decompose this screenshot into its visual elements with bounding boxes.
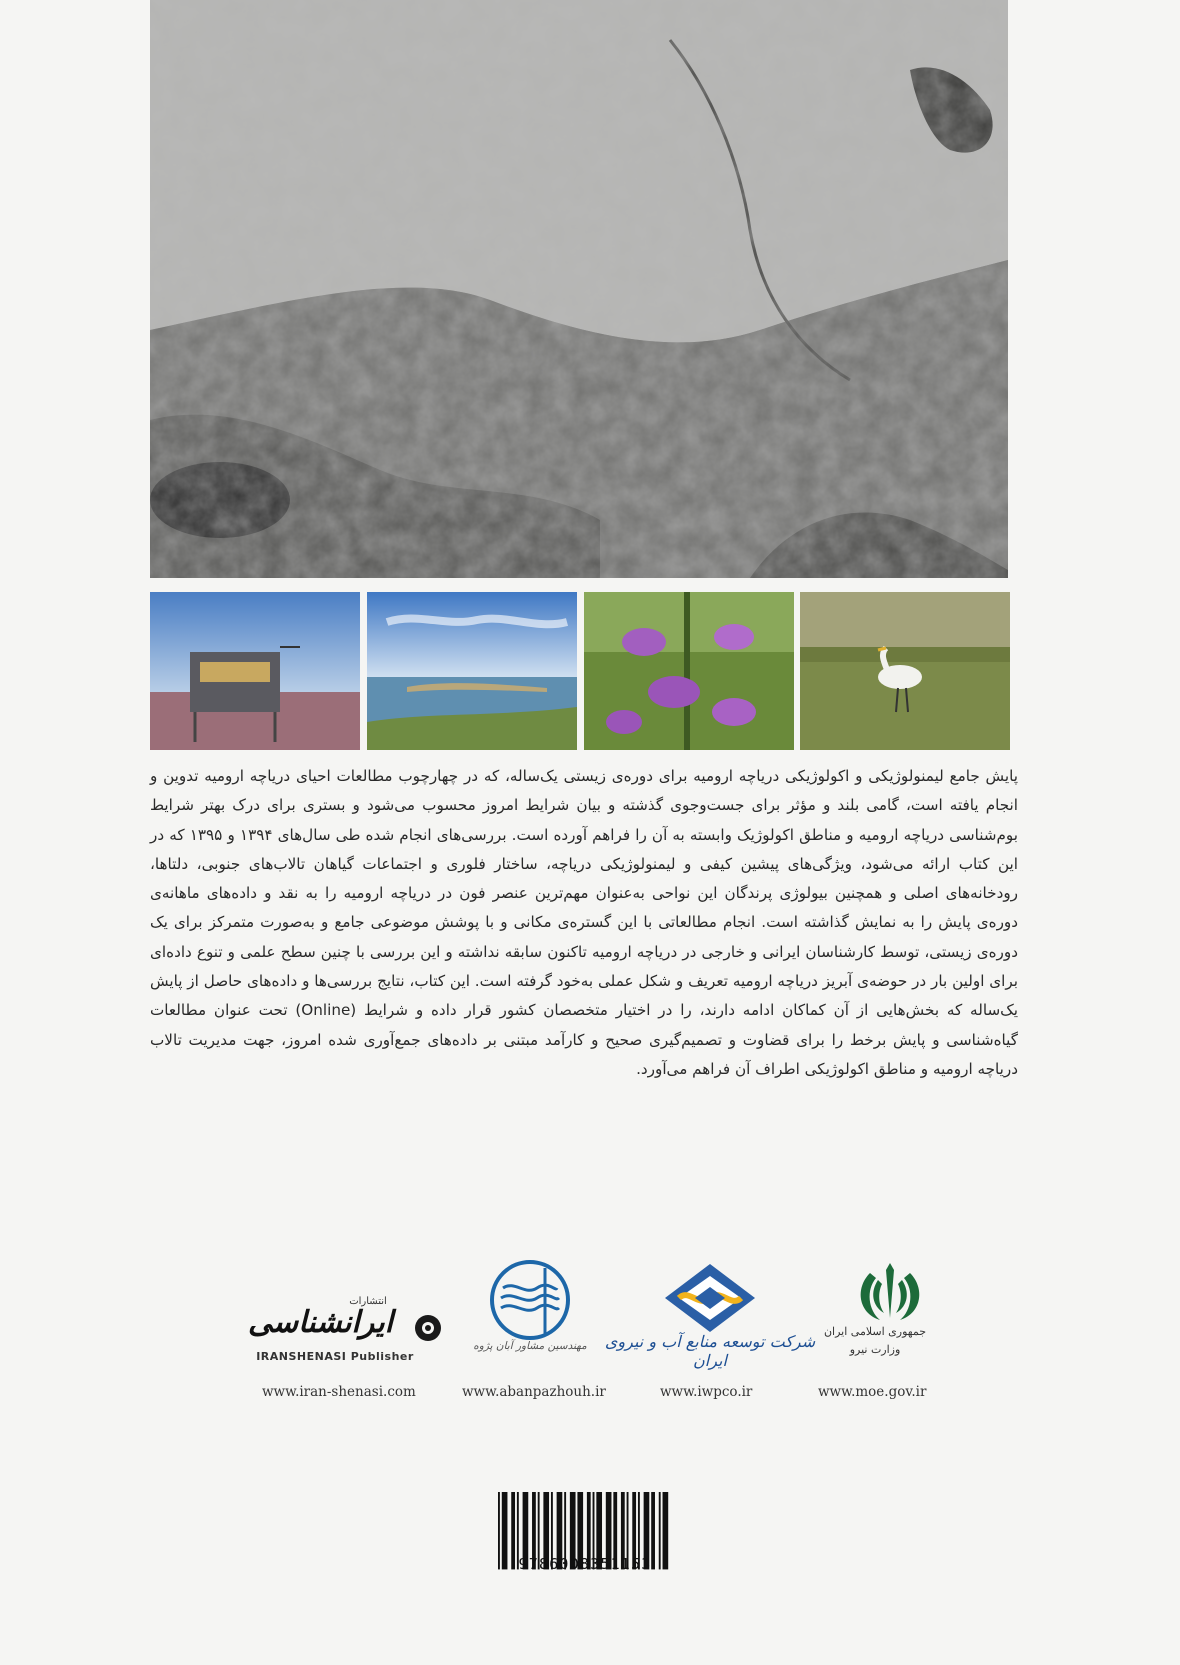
isbn-number: 9786008351153: [518, 1555, 652, 1573]
website-aban[interactable]: www.abanpazhouh.ir: [462, 1384, 606, 1400]
website-iwpco[interactable]: www.iwpco.ir: [660, 1384, 753, 1400]
aban-caption: مهندسین مشاور آبان پژوه: [473, 1340, 587, 1352]
iranshenasi-name: ایرانشناسی: [247, 1305, 394, 1340]
iranshenasi-top-word: انتشارات: [349, 1296, 387, 1307]
photo-lake-landscape: [367, 592, 577, 750]
moe-caption-line1: جمهوری اسلامی ایران: [823, 1325, 927, 1338]
photo-purple-flower: [584, 592, 794, 750]
moe-caption-line2: وزارت نیرو: [849, 1343, 901, 1356]
book-description: پایش جامع لیمنولوژیکی و اکولوژیکی دریاچه ارومیه برای دوره‌ی زیستی یک‌ساله، که در چهارچوب مطالعات احیای دریاچه ارومیه تدوین و انجام یافته است، گامی بلند و مؤثر برای جست‌وجوی گذشته و بیان شرایط امروز محسوب می‌شود و بستری برای درک بهتر شرایط بوم‌شناسی دریاچه ارومیه و مناطق اکولوژیک وابسته به آن را فراهم آورده است. بررسی‌های انجام شده طی سال‌های ۱۳۹۴ و ۱۳۹۵ که در این کتاب ارائه می‌شود، ویژگی‌های پیشین کیفی و لیمنولوژیکی دریاچه، ساختار فلوری و اجتماعات گیاهان تالاب‌های جنوبی، دلتاها، رودخانه‌های اصلی و همچنین بیولوژی پرندگان این نواحی به‌عنوان مهم‌ترین عنصر فون در دریاچه ارومیه را به نقد و داده‌های ماهانه‌ی دوره‌ی پایش را به نمایش گذاشته است. انجام مطالعاتی با این گستره‌ی مکانی و با پوشش موضوعی جامع و به‌صورت متمرکز برای یک دوره‌ی زیستی، توسط کارشناسان ایرانی و خارجی در دریاچه ارومیه تاکنون سابقه نداشته و این بررسی با چنین سطح علمی و تنوع داده‌ای برای اولین بار در حوضه‌ی آبریز دریاچه ارومیه تعریف و شکل عملی به‌خود گرفته است. این کتاب، نتایج بررسی‌ها و داده‌های حاصل از پایش یک‌ساله که بخش‌هایی از آن کماکان ادامه دارند، را در اختیار متخصصان کشور قرار داده و شرایط (Online) تحت عنوان مطالعات گیاه‌شناسی و پایش برخط را برای قضاوت و تصمیم‌گیری صحیح و کارآمد مبتنی بر داده‌های جمع‌آوری شده امروز، جهت مدیریت تالاب دریاچه ارومیه و مناطق اکولوژیکی اطراف آن فراهم می‌آورد.: [150, 767, 1018, 1078]
website-moe[interactable]: www.moe.gov.ir: [818, 1384, 927, 1400]
website-iranshenasi[interactable]: www.iran-shenasi.com: [262, 1384, 416, 1400]
iranshenasi-latin: IRANSHENASI Publisher: [256, 1350, 414, 1363]
photo-egret-bird: [800, 592, 1010, 750]
photo-monitoring-station: [150, 592, 360, 750]
satellite-image: [150, 0, 1008, 578]
iwpco-caption: شرکت توسعه منابع آب و نیروی ایران: [604, 1332, 816, 1370]
